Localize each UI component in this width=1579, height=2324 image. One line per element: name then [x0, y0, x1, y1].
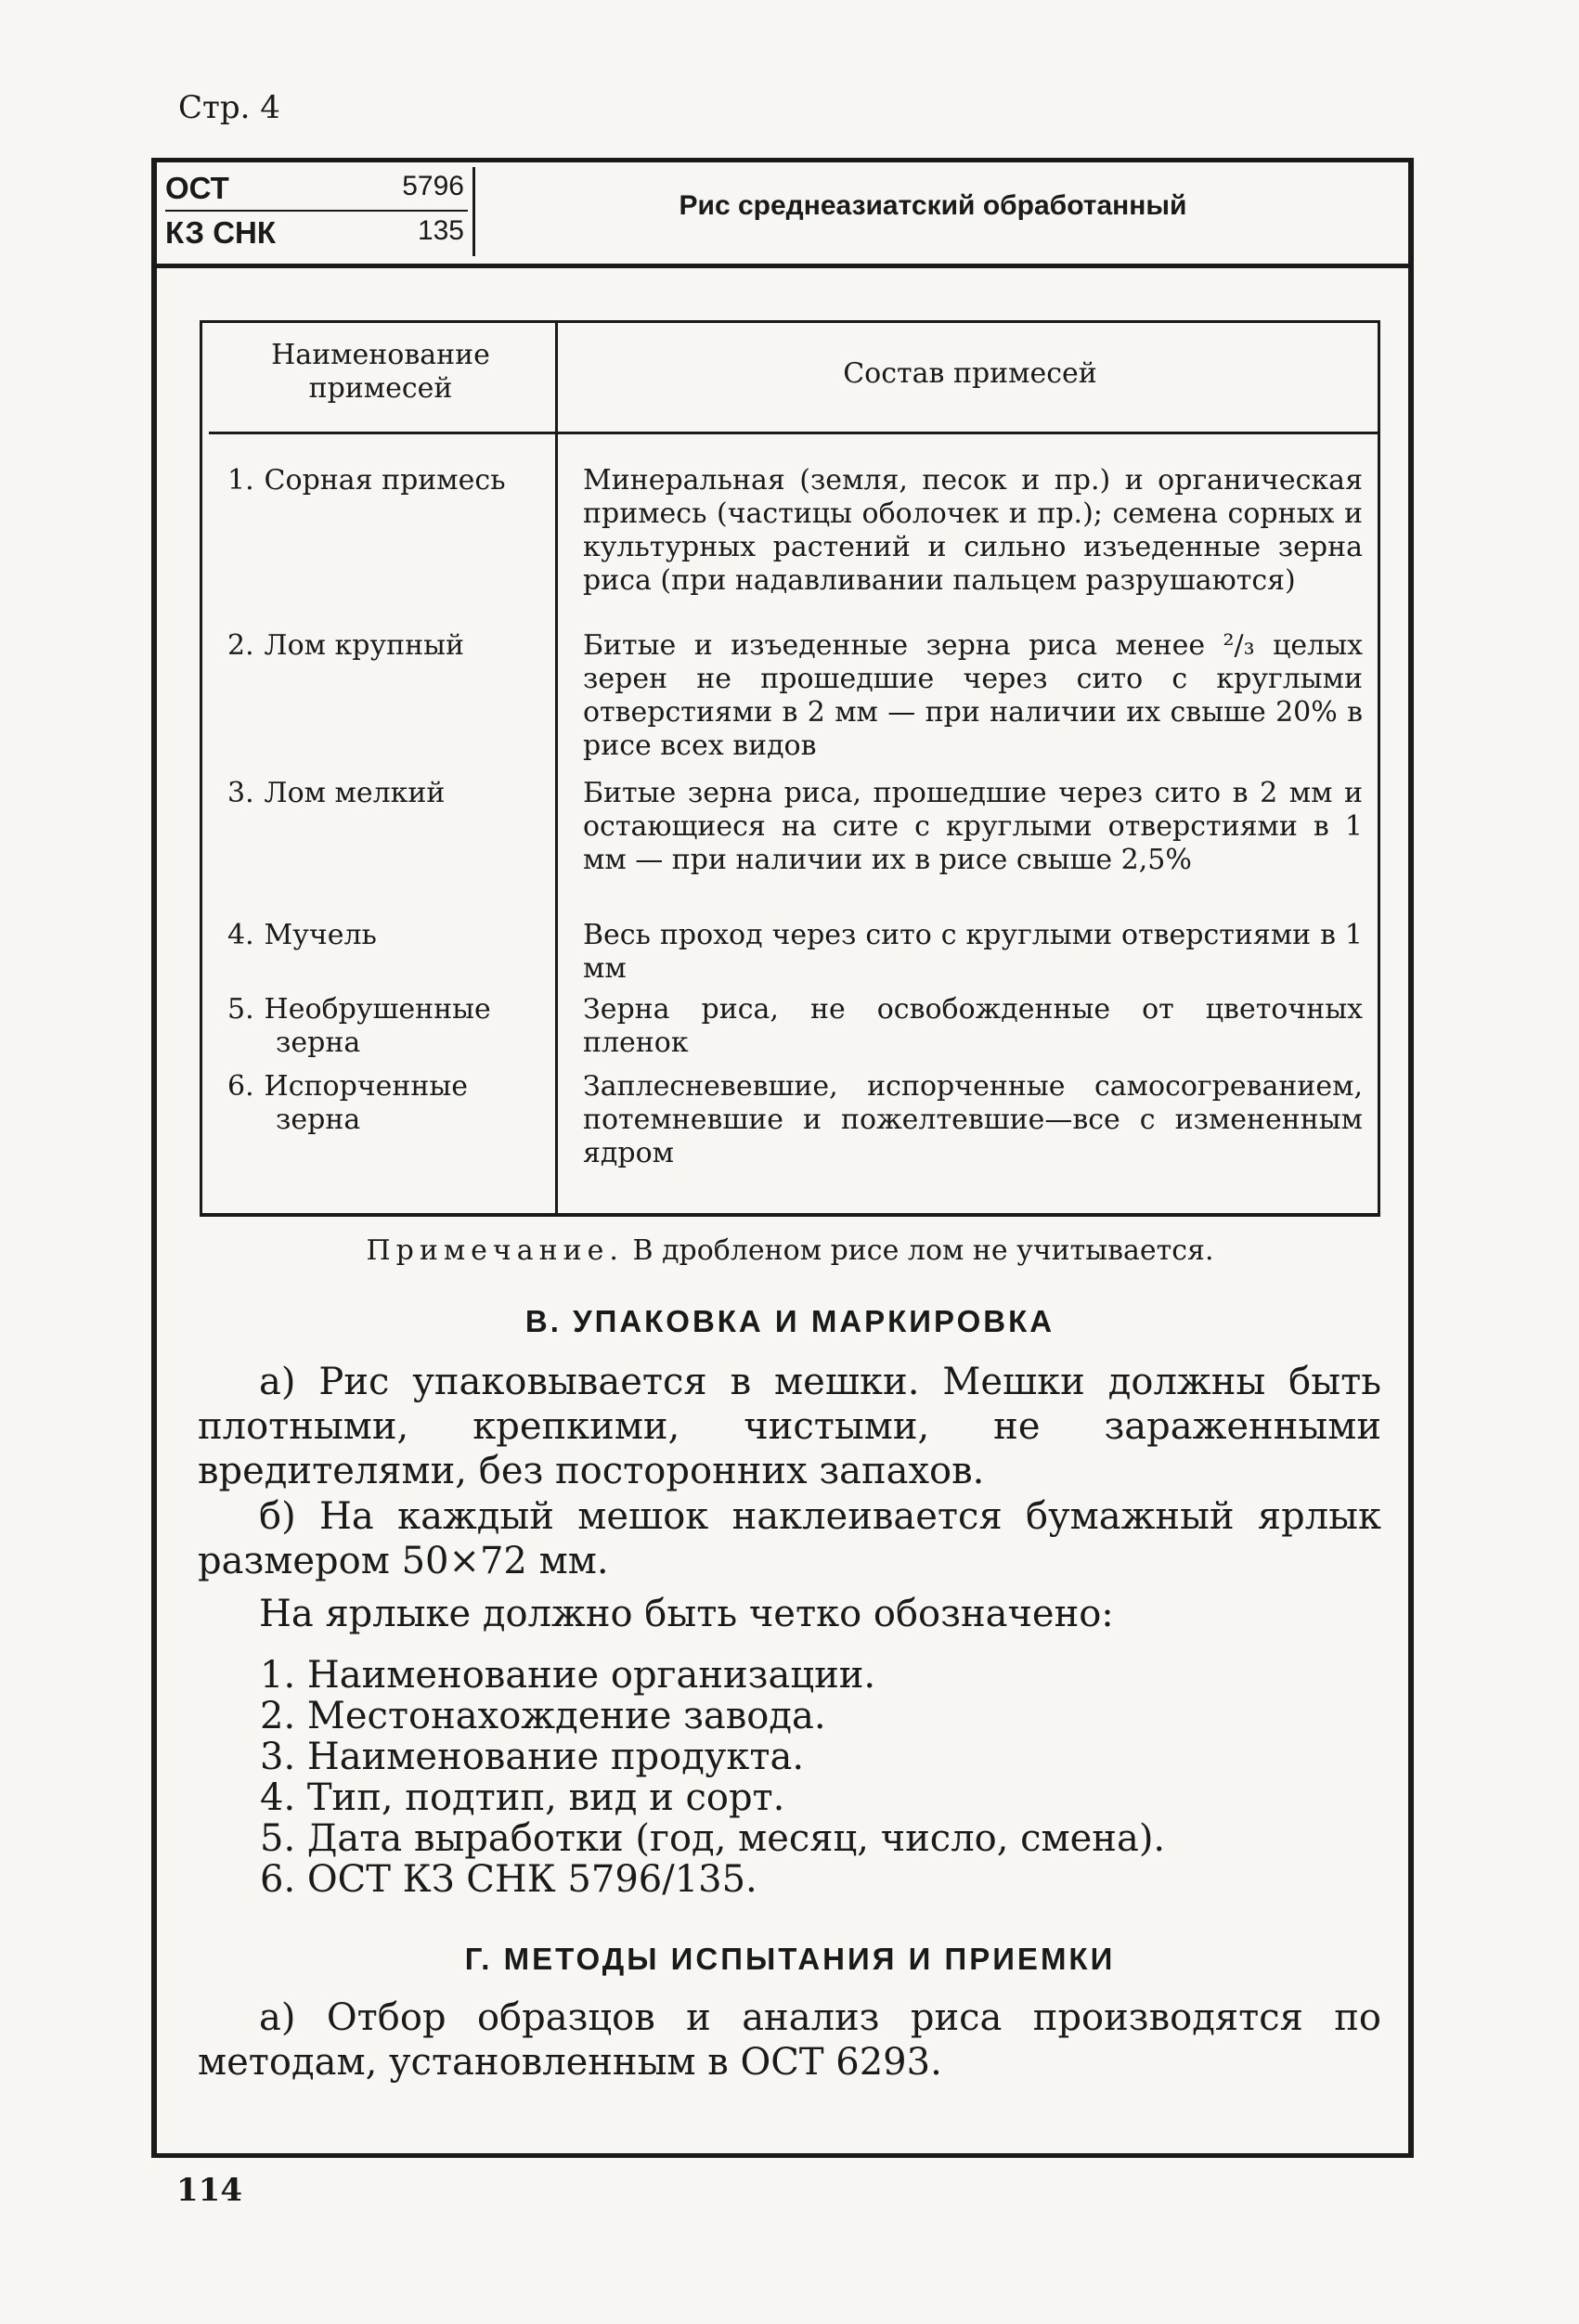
label-items-list [260, 1655, 1165, 1900]
code-num1: 5796 [402, 171, 464, 201]
table-row-desc: Минеральная (земля, песок и пр.) и органическая примесь (частицы оболочек и пр.); семена сорных и культурных растений и сильно изъеденные зерна риса (при надавливании пальцем разрушаются) [583, 464, 1363, 597]
document-title: Рис среднеазиатский обработанный [679, 190, 1187, 221]
row-name-text: Испорченные [264, 1070, 468, 1103]
code-row2: КЗ СНК [165, 215, 277, 250]
row-number: 4. [227, 919, 254, 951]
table-row-name [227, 464, 548, 497]
table-left-rule [200, 320, 202, 1215]
page-label: Стр. 4 [178, 89, 280, 126]
row-name-text: Лом мелкий [264, 777, 446, 809]
table-row-desc: Битые и изъеденные зерна риса менее ²/₃ целых зерен не прошедшие через сито с круглыми отверстиями в 2 мм — при наличии их свыше 20% в рисе всех видов [583, 629, 1363, 762]
row-number: 3. [227, 777, 254, 809]
table-header-composition: Состав примесей [843, 357, 1097, 390]
list-item: 2. Местонахождение завода. [260, 1695, 826, 1737]
table-row-desc: Весь проход через сито с круглыми отверстиями в 1 мм [583, 919, 1363, 985]
table-row-desc: Битые зерна риса, прошедшие через сито в 2 мм и остающиеся на сите с круглыми отверстиями в 1 мм — при наличии их в рисе свыше 2,5% [583, 777, 1363, 876]
table-header-name: Наименование примесей [271, 339, 490, 405]
table-row-name [227, 993, 548, 1060]
row-number: 6. [227, 1070, 254, 1103]
row-number: 5. [227, 993, 254, 1026]
table-note [200, 1234, 1380, 1267]
paragraph-a-testing [198, 1995, 1381, 2085]
header-rule [151, 264, 1414, 268]
row-name-text: Сорная примесь [264, 464, 506, 497]
table-row-desc: Зерна риса, не освобожденные от цветочных пленок [583, 993, 1363, 1059]
table-row-name [227, 1070, 548, 1137]
list-item: 1. Наименование организации. [260, 1654, 876, 1697]
row-number: 1. [227, 464, 254, 497]
table-row-name [227, 629, 548, 663]
list-item: 5. Дата выработки (год, месяц, число, смена). [260, 1817, 1166, 1860]
row-name-cont: зерна [276, 1026, 361, 1059]
standard-code [165, 167, 481, 256]
page-number: 114 [176, 2172, 242, 2209]
table-bottom-rule [200, 1213, 1380, 1217]
list-item: 3. Наименование продукта. [260, 1736, 805, 1778]
impurities-table [200, 320, 1380, 1219]
code-divider [472, 167, 475, 256]
table-row-name [227, 777, 548, 810]
list-item: 6. ОСТ КЗ СНК 5796/135. [260, 1858, 757, 1901]
label-intro [198, 1592, 1381, 1636]
paragraph-a-packaging [198, 1360, 1381, 1493]
table-row-name [227, 919, 548, 952]
row-name-cont: зерна [276, 1104, 361, 1136]
section-title-testing: Г. МЕТОДЫ ИСПЫТАНИЯ И ПРИЕМКИ [464, 1942, 1116, 1976]
code-row1: ОСТ [165, 171, 229, 205]
table-header-rule [209, 432, 1380, 434]
table-top-rule [200, 320, 1380, 323]
row-name-text: Мучель [264, 919, 377, 951]
paragraph-b-label [198, 1494, 1381, 1583]
table-right-rule [1378, 320, 1380, 1215]
table-row-desc: Заплесневевшие, испорченные самосогреванием, потемневшие и пожелтевшие—все с измененным ядром [583, 1070, 1363, 1169]
paragraph-text: а) Отбор образцов и анализ риса производятся по методам, установленным в ОСТ 6293. [198, 1996, 1381, 2084]
note-label: Примечание. [366, 1234, 624, 1267]
row-number: 2. [227, 629, 254, 662]
code-num2: 135 [417, 215, 464, 246]
section-title-packaging: В. УПАКОВКА И МАРКИРОВКА [524, 1304, 1055, 1338]
row-name-text: Лом крупный [264, 629, 464, 662]
paragraph-text: б) На каждый мешок наклеивается бумажный ярлык размером 50×72 мм. [198, 1495, 1381, 1582]
paragraph-text: а) Рис упаковывается в мешки. Мешки должны быть плотными, крепкими, чистыми, не зараженными вредителями, без посторонних запахов. [198, 1361, 1381, 1492]
row-name-text: Необрушенные [264, 993, 491, 1026]
paragraph-text: На ярлыке должно быть четко обозначено: [259, 1593, 1114, 1635]
table-middle-rule [555, 320, 558, 1215]
code-fraction-line [165, 210, 468, 212]
list-item: 4. Тип, подтип, вид и сорт. [260, 1776, 785, 1819]
note-text: В дробленом рисе лом не учитывается. [632, 1234, 1214, 1267]
